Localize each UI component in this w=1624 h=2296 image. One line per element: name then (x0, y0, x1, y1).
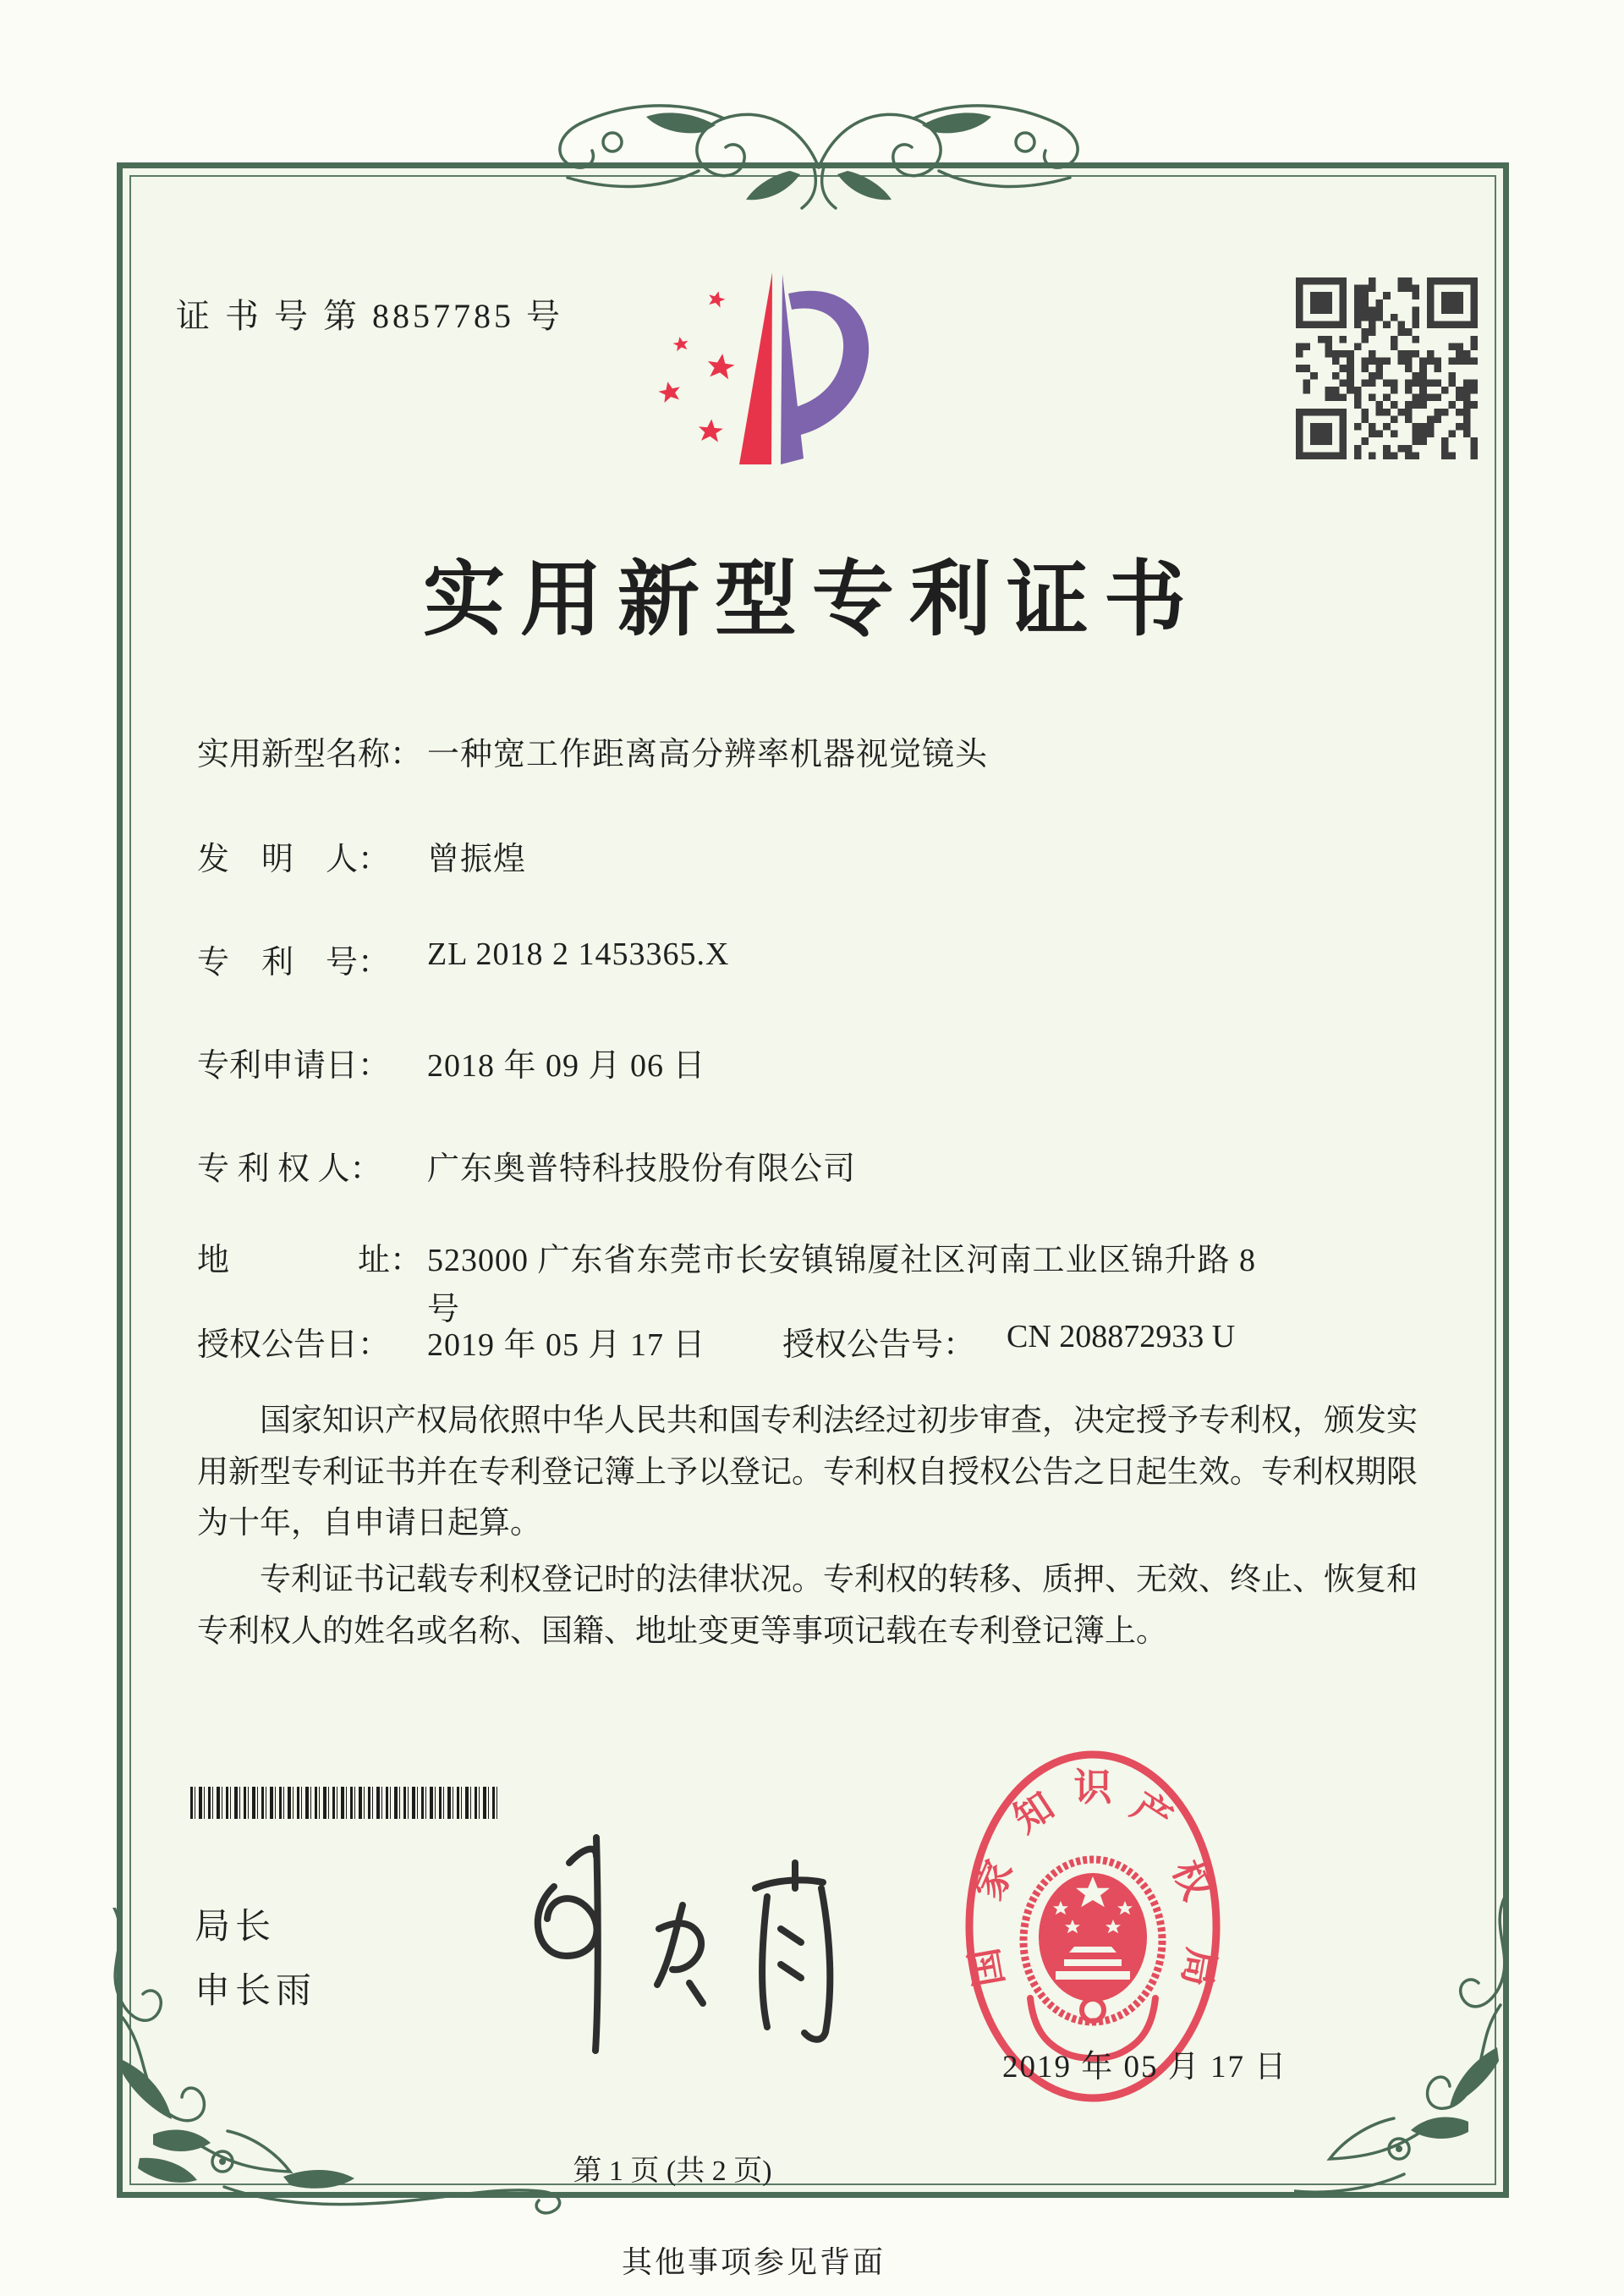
page-indicator: 第 1 页 (共 2 页) (573, 2156, 772, 2187)
legal-paragraph-2: 专利证书记载专利权登记时的法律状况。专利权的转移、质押、无效、终止、恢复和专利权人的姓名或名称、国籍、地址变更等事项记载在专利登记簿上。 (197, 1563, 1418, 1649)
border-ornament-bottom-right-icon (1294, 1895, 1548, 2233)
field-value: 曾振煌 (427, 842, 527, 877)
field-value: CN 208872933 U (1007, 1319, 1236, 1354)
svg-text:家: 家 (967, 1854, 1022, 1906)
field-label: 地 址： (197, 1243, 423, 1278)
cnipa-logo-icon (636, 247, 877, 501)
svg-text:产: 产 (1124, 1784, 1180, 1841)
field-label: 发 明 人： (197, 842, 391, 877)
certificate-title: 实用新型专利证书 (423, 555, 1201, 645)
svg-text:权: 权 (1164, 1854, 1219, 1906)
field-value-line2: 号 (427, 1292, 460, 1327)
qr-code (1296, 277, 1478, 459)
field-label: 专 利 权 人： (197, 1151, 382, 1187)
officer-name: 申长雨 (195, 1972, 317, 2011)
signature (469, 1827, 859, 2056)
svg-text:局: 局 (1174, 1944, 1223, 1990)
barcode (190, 1787, 499, 1819)
certificate-number: 证 书 号 第 8857785 号 (176, 297, 563, 335)
border-ornament-top-icon (516, 83, 1122, 248)
svg-text:国: 国 (963, 1944, 1012, 1990)
back-side-note: 其他事项参见背面 (622, 2245, 886, 2279)
legal-paragraph-1: 国家知识产权局依照中华人民共和国专利法经过初步审查，决定授予专利权，颁发实用新型专利证书并在专利登记簿上予以登记。专利权自授权公告之日起生效。专利权期限为十年，自申请日起算。 (197, 1403, 1418, 1541)
field-label: 实用新型名称： (197, 737, 423, 772)
officer-title: 局长 (195, 1908, 277, 1947)
legal-text-block (197, 1396, 1447, 1662)
field-label: 授权公告日： (197, 1327, 391, 1363)
field-label: 专 利 号： (197, 945, 391, 980)
field-label: 专利申请日： (197, 1048, 391, 1084)
svg-text:知: 知 (1006, 1784, 1062, 1841)
field-value: 2018 年 09 月 06 日 (427, 1048, 706, 1084)
field-value: 广东奥普特科技股份有限公司 (427, 1151, 857, 1187)
seal-date: 2019 年 05 月 17 日 (1002, 2050, 1288, 2085)
field-value: ZL 2018 2 1453365.X (427, 937, 730, 972)
field-label: 授权公告号： (782, 1327, 976, 1363)
field-value: 523000 广东省东莞市长安镇锦厦社区河南工业区锦升路 8 (427, 1243, 1257, 1278)
svg-text:识: 识 (1073, 1766, 1112, 1809)
field-value: 2019 年 05 月 17 日 (427, 1327, 706, 1363)
field-value: 一种宽工作距离高分辨率机器视觉镜头 (427, 737, 989, 772)
